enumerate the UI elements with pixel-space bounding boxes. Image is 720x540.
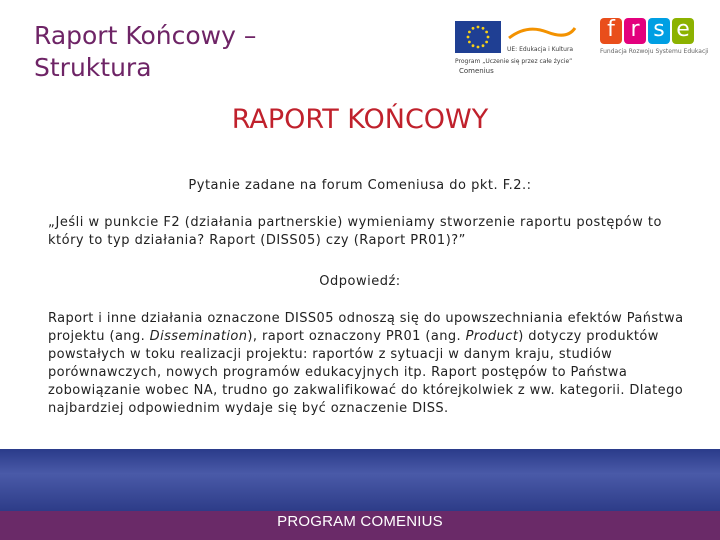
footer-band <box>0 449 720 511</box>
eu-logo-text3: Comenius <box>459 67 494 75</box>
question-intro: Pytanie zadane na forum Comeniusa do pkt. F.2.: <box>188 178 532 193</box>
answer-label: Odpowiedź: <box>319 274 401 289</box>
frse-subtitle: Fundacja Rozwoju Systemu Edukacji <box>600 48 709 55</box>
slide-title-line2: Struktura <box>34 53 152 82</box>
question-quote: „Jeśli w punkcie F2 (działania partnerskie) wymieniamy stworzenie raportu postępów to który to typ działania? Raport (DISS05) czy (Raport PR01)?” <box>48 215 662 248</box>
frse-letter-r: r <box>624 18 646 44</box>
eu-flag-icon <box>455 21 501 53</box>
frse-letter-e: e <box>672 18 694 44</box>
answer-body <box>48 310 696 418</box>
answer-term-product: Product <box>465 329 519 344</box>
main-heading: RAPORT KOŃCOWY <box>231 104 489 135</box>
eu-llp-logo <box>455 18 580 80</box>
eu-logo-text2: Program „Uczenie się przez całe życie” <box>455 58 573 65</box>
frse-letter-f: f <box>600 18 622 44</box>
llp-swirl-icon <box>507 22 577 42</box>
frse-logo <box>600 17 709 68</box>
slide-title-line1: Raport Końcowy – <box>34 21 257 50</box>
slide-title <box>34 20 256 84</box>
frse-letters <box>600 18 700 44</box>
frse-letter-s: s <box>648 18 670 44</box>
footer-label: PROGRAM COMENIUS <box>277 513 443 530</box>
eu-logo-text1: UE: Edukacja i Kultura <box>507 46 574 53</box>
answer-text-part1: Raport i inne działania oznaczone DISS05 odnoszą się do upowszechniania efektów Państwa projektu (ang. <box>48 311 684 344</box>
answer-term-dissemination: Dissemination <box>149 329 248 344</box>
answer-text-part2: ), raport oznaczony PR01 (ang. <box>247 329 466 344</box>
answer-text-part3: ) dotyczy produktów powstałych w toku realizacji projektu: raportów z sytuacji w danym kraju, studiów porównawczych, nowych programów edukacyjnych itp. Raport postępów to Państwa zobowiązanie wobec NA, trudno go zakwalifikować do którejkolwiek z ww. kategorii. Dlatego najbardziej odpowiednim wydaje się być oznaczenie DISS. <box>48 329 684 416</box>
